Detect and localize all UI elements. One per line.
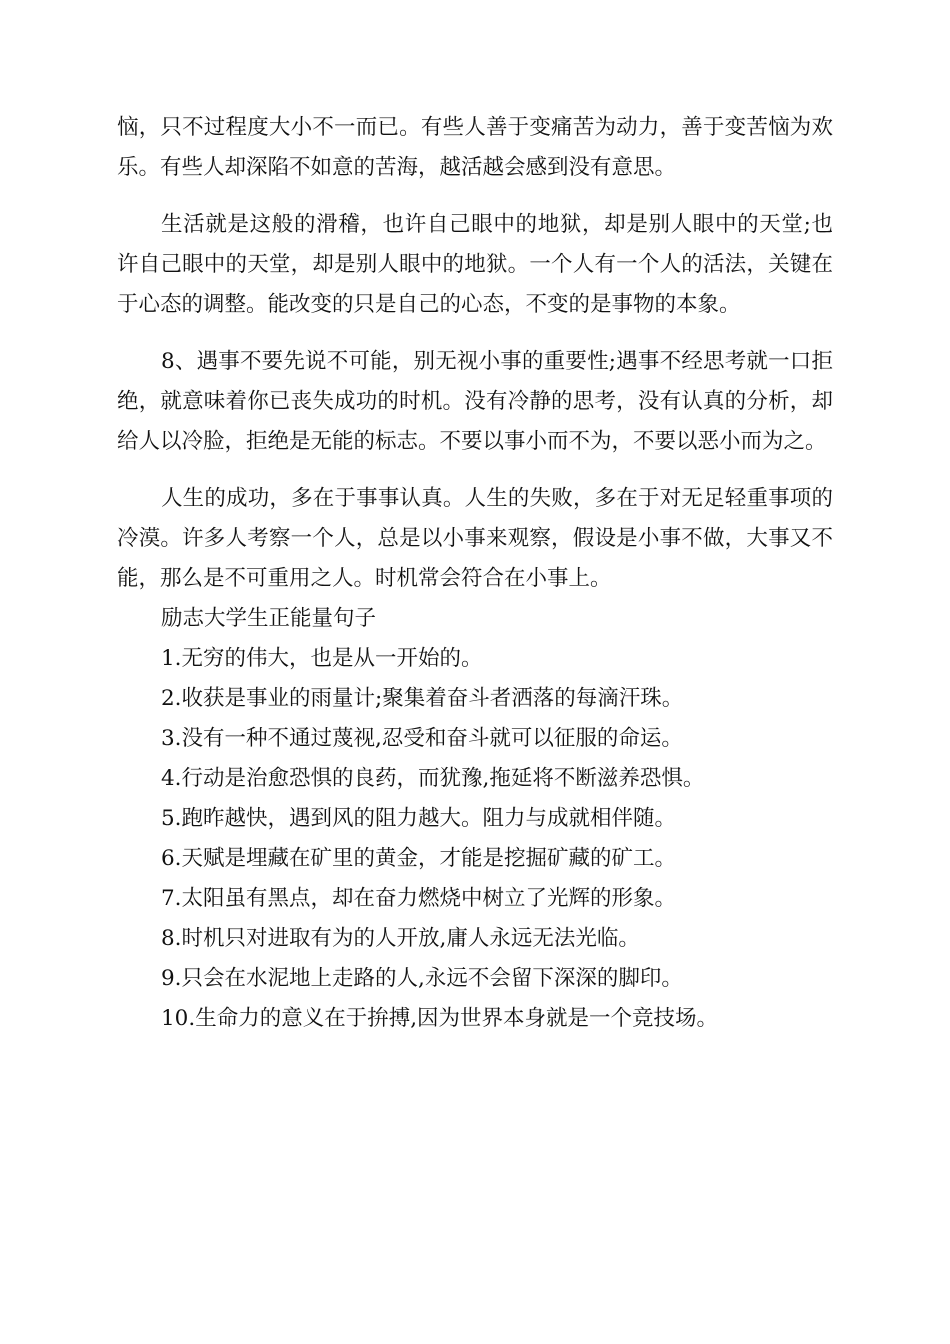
quote-item: 3.没有一种不通过蔑视,忍受和奋斗就可以征服的命运。 <box>161 726 683 751</box>
paragraph-life-attitude: 生活就是这般的滑稽，也许自己眼中的地狱，却是别人眼中的天堂;也许自己眼中的天堂，却是别人眼中的地狱。一个人有一个人的活法，关键在于心态的调整。能改变的只是自己的心态，不变的是事物的本象。 <box>117 212 833 317</box>
paragraph-point-8: 8、遇事不要先说不可能，别无视小事的重要性;遇事不经思考就一口拒绝，就意味着你已丧失成功的时机。没有冷静的思考，没有认真的分析，却给人以冷脸，拒绝是无能的标志。不要以事小而不为，不要以恶小而为之。 <box>117 349 833 454</box>
paragraph-success: 人生的成功，多在于事事认真。人生的失败，多在于对无足轻重事项的冷漠。许多人考察一个人，总是以小事来观察，假设是小事不做，大事又不能，那么是不可重用之人。时机常会符合在小事上。 <box>117 486 833 591</box>
quote-item: 4.行动是治愈恐惧的良药，而犹豫,拖延将不断滋养恐惧。 <box>161 766 705 791</box>
quote-item: 7.太阳虽有黑点，却在奋力燃烧中树立了光辉的形象。 <box>161 886 677 911</box>
paragraph-continuation: 恼，只不过程度大小不一而已。有些人善于变痛苦为动力，善于变苦恼为欢乐。有些人却深陷不如意的苦海，越活越会感到没有意思。 <box>117 115 833 180</box>
quote-item: 1.无穷的伟大，也是从一开始的。 <box>161 646 483 671</box>
quote-item: 9.只会在水泥地上走路的人,永远不会留下深深的脚印。 <box>161 966 683 991</box>
document-page <box>117 108 833 1039</box>
quote-item: 10.生命力的意义在于拚搏,因为世界本身就是一个竞技场。 <box>161 1006 719 1031</box>
quote-item: 8.时机只对进取有为的人开放,庸人永远无法光临。 <box>161 926 640 951</box>
section-heading: 励志大学生正能量句子 <box>161 606 377 631</box>
quote-item: 2.收获是事业的雨量计;聚集着奋斗者洒落的每滴汗珠。 <box>161 686 684 711</box>
quote-item: 5.跑昨越快，遇到风的阻力越大。阻力与成就相伴随。 <box>161 806 677 831</box>
quote-item: 6.天赋是埋藏在矿里的黄金，才能是挖掘矿藏的矿工。 <box>161 846 677 871</box>
